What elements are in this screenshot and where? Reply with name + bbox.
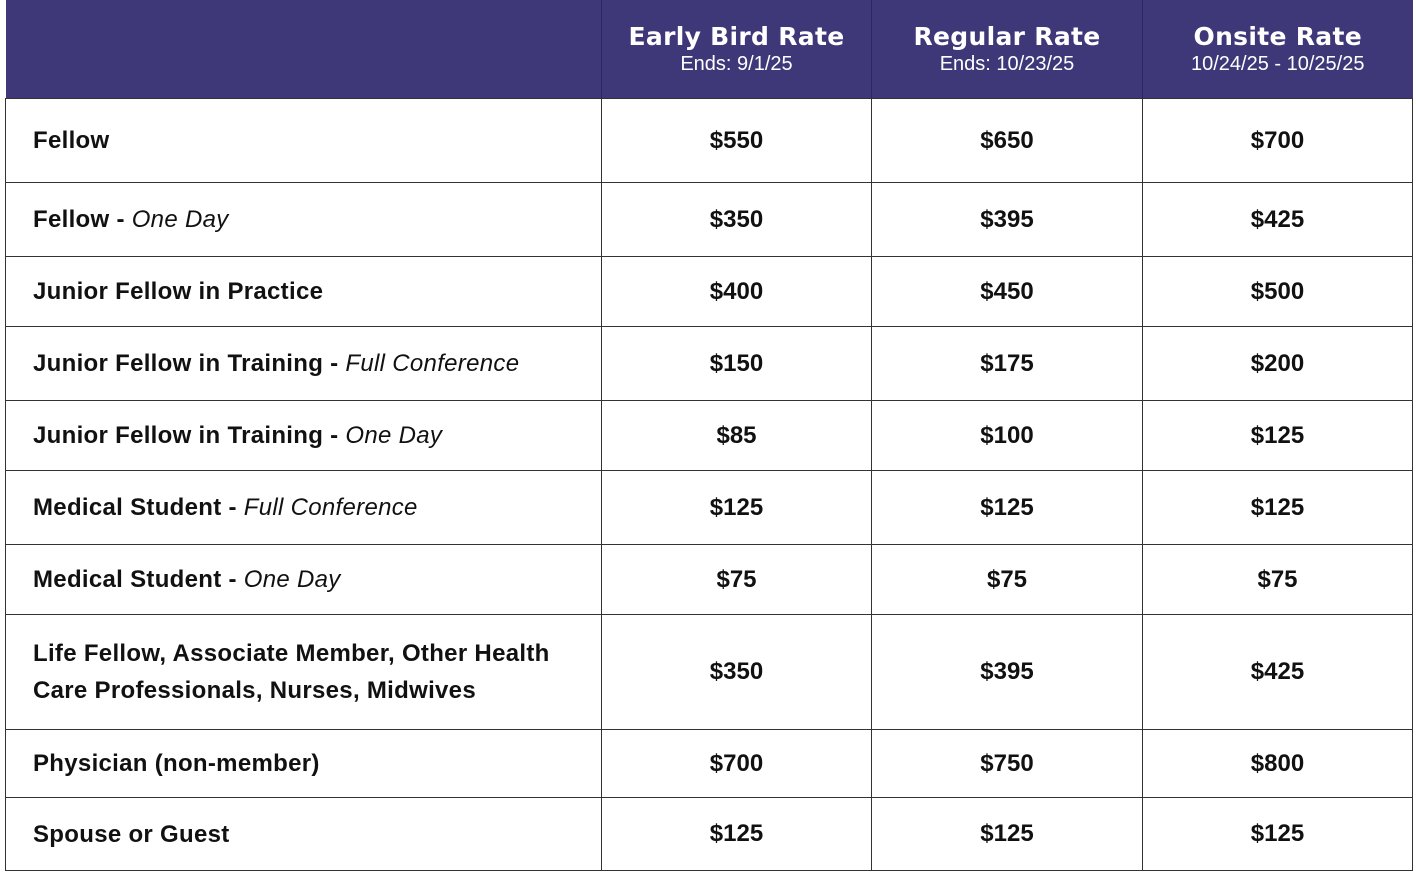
- table-row: [6, 401, 1413, 471]
- attendance-qualifier: One Day: [345, 422, 443, 449]
- column-subtitle: Ends: 10/23/25: [939, 53, 1075, 75]
- attendee-type-cell: [6, 257, 602, 327]
- table-header: [6, 0, 1413, 99]
- attendee-type-label: Junior Fellow in Training: [33, 422, 324, 449]
- onsite-price: $125: [1143, 471, 1413, 545]
- attendance-qualifier: One Day: [243, 566, 341, 593]
- header-onsite: [1143, 0, 1413, 99]
- onsite-price: $425: [1143, 183, 1413, 257]
- onsite-price: $800: [1143, 730, 1413, 798]
- regular-price: $750: [872, 730, 1143, 798]
- early-bird-price: $125: [602, 798, 872, 871]
- regular-price: $125: [872, 471, 1143, 545]
- header-early-bird: [602, 0, 872, 99]
- early-bird-price: $700: [602, 730, 872, 798]
- attendance-qualifier: One Day: [131, 206, 229, 233]
- qualifier-separator: -: [323, 350, 346, 377]
- attendee-type-label: Spouse or Guest: [33, 820, 230, 848]
- attendee-type-cell: [6, 327, 602, 401]
- early-bird-price: $350: [602, 183, 872, 257]
- table-body: [6, 99, 1413, 871]
- attendee-type-label: Junior Fellow in Training: [33, 350, 324, 377]
- header-regular: [872, 0, 1143, 99]
- onsite-price: $200: [1143, 327, 1413, 401]
- attendee-type-label: Life Fellow, Associate Member, Other Health Care Professionals, Nurses, Midwives: [33, 640, 550, 704]
- column-title: Onsite Rate: [1193, 22, 1362, 51]
- qualifier-separator: -: [221, 566, 244, 593]
- onsite-price: $700: [1143, 99, 1413, 183]
- regular-price: $125: [872, 798, 1143, 871]
- regular-price: $100: [872, 401, 1143, 471]
- early-bird-price: $150: [602, 327, 872, 401]
- header-empty-cell: [6, 0, 602, 99]
- attendee-type-label: Medical Student: [33, 494, 222, 521]
- regular-price: $75: [872, 545, 1143, 615]
- attendee-type-label: Fellow: [33, 127, 110, 154]
- qualifier-separator: -: [323, 422, 346, 449]
- qualifier-separator: -: [109, 206, 132, 233]
- attendee-type-cell: [6, 183, 602, 257]
- attendee-type-label: Medical Student: [33, 566, 222, 593]
- attendance-qualifier: Full Conference: [243, 494, 418, 521]
- attendee-type-cell: [6, 798, 602, 871]
- qualifier-separator: -: [221, 494, 244, 521]
- attendee-type-label: Junior Fellow in Practice: [33, 278, 324, 305]
- onsite-price: $425: [1143, 615, 1413, 730]
- onsite-price: $500: [1143, 257, 1413, 327]
- attendance-qualifier: Full Conference: [345, 350, 520, 377]
- regular-price: $175: [872, 327, 1143, 401]
- early-bird-price: $125: [602, 471, 872, 545]
- table-row: [6, 798, 1413, 871]
- regular-price: $450: [872, 257, 1143, 327]
- early-bird-price: $85: [602, 401, 872, 471]
- column-subtitle: Ends: 9/1/25: [680, 53, 793, 75]
- table-row: [6, 327, 1413, 401]
- registration-rates-table: [5, 0, 1413, 871]
- regular-price: $650: [872, 99, 1143, 183]
- attendee-type-cell: [6, 615, 602, 730]
- column-title: Regular Rate: [913, 22, 1101, 51]
- column-subtitle: 10/24/25 - 10/25/25: [1191, 53, 1365, 75]
- table-row: [6, 99, 1413, 183]
- table-row: [6, 545, 1413, 615]
- onsite-price: $125: [1143, 401, 1413, 471]
- table-row: [6, 615, 1413, 730]
- onsite-price: $125: [1143, 798, 1413, 871]
- table-row: [6, 471, 1413, 545]
- table-row: [6, 257, 1413, 327]
- table-row: [6, 730, 1413, 798]
- early-bird-price: $400: [602, 257, 872, 327]
- attendee-type-cell: [6, 730, 602, 798]
- header-row: [6, 0, 1413, 99]
- onsite-price: $75: [1143, 545, 1413, 615]
- regular-price: $395: [872, 183, 1143, 257]
- attendee-type-label: Fellow: [33, 206, 110, 233]
- regular-price: $395: [872, 615, 1143, 730]
- attendee-type-cell: [6, 545, 602, 615]
- column-title: Early Bird Rate: [628, 22, 845, 51]
- early-bird-price: $350: [602, 615, 872, 730]
- attendee-type-cell: [6, 99, 602, 183]
- table-row: [6, 183, 1413, 257]
- early-bird-price: $75: [602, 545, 872, 615]
- attendee-type-cell: [6, 471, 602, 545]
- attendee-type-label: Physician (non-member): [33, 750, 320, 777]
- early-bird-price: $550: [602, 99, 872, 183]
- attendee-type-cell: [6, 401, 602, 471]
